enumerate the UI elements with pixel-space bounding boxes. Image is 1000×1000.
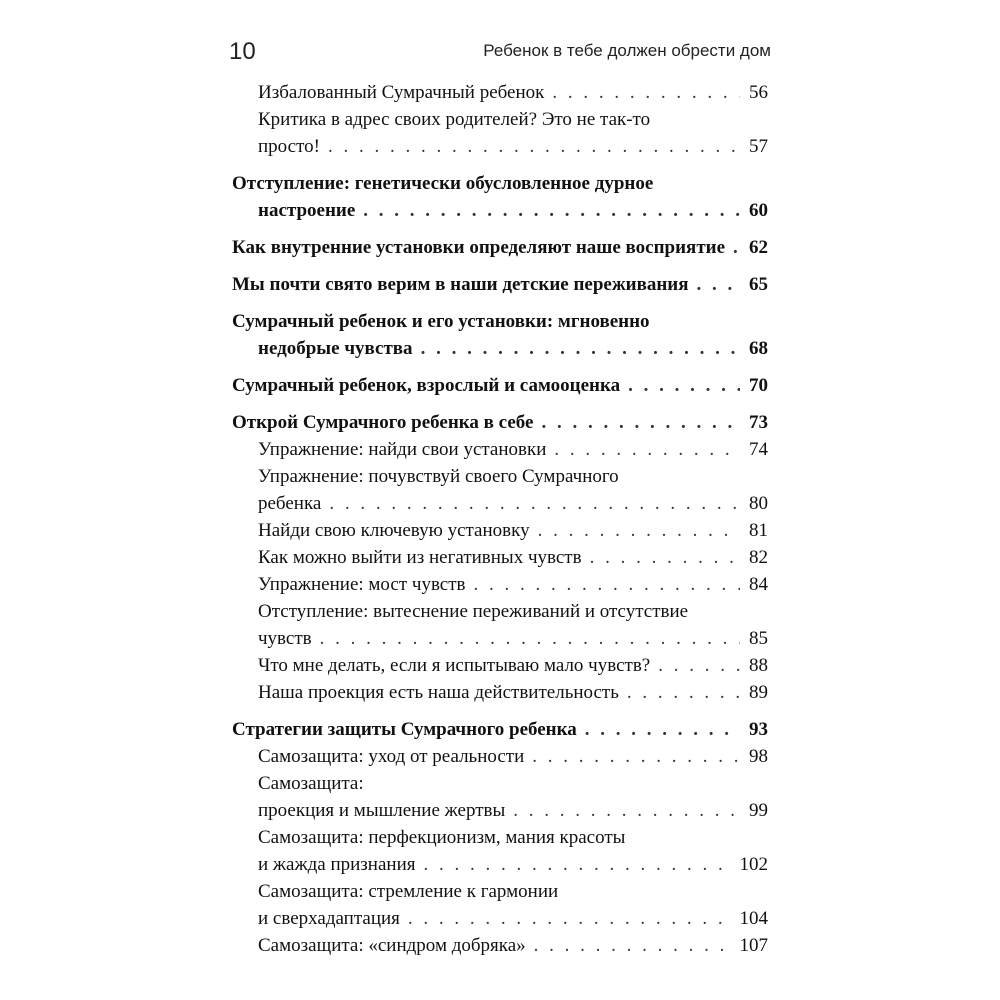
toc-entry-title: Самозащита: уход от реальности bbox=[258, 746, 525, 767]
toc-entry bbox=[232, 851, 768, 878]
toc-entry-page: 98 bbox=[749, 746, 768, 767]
dot-leader bbox=[628, 372, 740, 399]
toc-entry-title-cont: и жажда признания bbox=[258, 854, 416, 875]
toc-entry-line bbox=[232, 106, 768, 133]
toc-entry-title: Как можно выйти из негативных чувств bbox=[258, 547, 582, 568]
toc-entry bbox=[232, 905, 768, 932]
toc-entry-page: 57 bbox=[749, 136, 768, 157]
dot-leader bbox=[328, 133, 740, 160]
toc-chapter-title: Мы почти свято верим в наши детские переживания bbox=[232, 274, 689, 295]
toc-chapter-title: Открой Сумрачного ребенка в себе bbox=[232, 412, 534, 433]
dot-leader bbox=[363, 197, 740, 224]
toc-chapter bbox=[232, 271, 768, 298]
dot-leader bbox=[658, 652, 740, 679]
toc-entry-title: Самозащита: стремление к гармонии bbox=[258, 881, 559, 902]
toc-entry-title-cont: просто! bbox=[258, 136, 320, 157]
toc-chapter bbox=[232, 197, 768, 224]
toc-chapter-page: 73 bbox=[749, 412, 768, 433]
toc-chapter-title: Сумрачный ребенок, взрослый и самооценка bbox=[232, 375, 621, 396]
toc-chapter-page: 65 bbox=[749, 274, 768, 295]
toc-entry-page: 107 bbox=[739, 935, 768, 956]
toc-chapter-title: Как внутренние установки определяют наше восприятие bbox=[232, 237, 726, 258]
toc-entry-page: 104 bbox=[739, 908, 768, 929]
toc-entry-page: 81 bbox=[749, 520, 768, 541]
toc-entry bbox=[232, 797, 768, 824]
toc-chapter bbox=[232, 234, 768, 261]
toc-entry-title: Самозащита: перфекционизм, мания красоты bbox=[258, 827, 626, 848]
toc-entry bbox=[232, 932, 768, 959]
running-title: Ребенок в тебе должен обрести дом bbox=[483, 41, 771, 60]
dot-leader bbox=[554, 436, 740, 463]
toc-entry-page: 89 bbox=[749, 682, 768, 703]
dot-leader bbox=[423, 851, 731, 878]
toc-entry-page: 85 bbox=[749, 628, 768, 649]
dot-leader bbox=[627, 679, 740, 706]
toc-chapter-title: Стратегии защиты Сумрачного ребенка bbox=[232, 719, 577, 740]
toc-entry-page: 82 bbox=[749, 547, 768, 568]
toc-entry bbox=[232, 625, 768, 652]
dot-leader bbox=[590, 544, 740, 571]
dot-leader bbox=[552, 79, 740, 106]
toc-entry-title-cont: проекция и мышление жертвы bbox=[258, 800, 506, 821]
toc-entry-title: Упражнение: почувствуй своего Сумрачного bbox=[258, 466, 619, 487]
toc-entry-line bbox=[232, 598, 768, 625]
toc-chapter-title: Отступление: генетически обусловленное дурное bbox=[232, 173, 654, 194]
dot-leader bbox=[532, 743, 740, 770]
toc-entry-page: 102 bbox=[739, 854, 768, 875]
toc-chapter-title: Сумрачный ребенок и его установки: мгновенно bbox=[232, 311, 650, 332]
page-number: 10 bbox=[229, 38, 256, 65]
toc-chapter-line bbox=[232, 170, 768, 197]
toc-entry-title: Избалованный Сумрачный ребенок bbox=[258, 82, 545, 103]
dot-leader bbox=[320, 625, 740, 652]
toc-entry-title-cont: и сверхадаптация bbox=[258, 908, 400, 929]
dot-leader bbox=[534, 932, 732, 959]
toc-entry bbox=[232, 79, 768, 106]
dot-leader bbox=[408, 905, 732, 932]
dot-leader bbox=[733, 234, 740, 261]
toc-entry-title: Упражнение: найди свои установки bbox=[258, 439, 547, 460]
toc-chapter-page: 93 bbox=[749, 719, 768, 740]
toc-entry-line bbox=[232, 878, 768, 905]
toc-entry-title-cont: ребенка bbox=[258, 493, 322, 514]
toc-entry bbox=[232, 436, 768, 463]
toc-chapter-page: 62 bbox=[749, 237, 768, 258]
dot-leader bbox=[329, 490, 740, 517]
toc-entry-title: Упражнение: мост чувств bbox=[258, 574, 466, 595]
toc-entry bbox=[232, 517, 768, 544]
dot-leader bbox=[585, 716, 740, 743]
toc-entry bbox=[232, 490, 768, 517]
toc-entry-title: Найди свою ключевую установку bbox=[258, 520, 530, 541]
toc-entry bbox=[232, 544, 768, 571]
toc-chapter-title-cont: настроение bbox=[258, 200, 356, 221]
dot-leader bbox=[474, 571, 740, 598]
toc-entry bbox=[232, 571, 768, 598]
toc-chapter-title-cont: недобрые чувства bbox=[258, 338, 413, 359]
toc-chapter-page: 60 bbox=[749, 200, 768, 221]
dot-leader bbox=[421, 335, 740, 362]
toc-chapter bbox=[232, 335, 768, 362]
toc-entry-line bbox=[232, 824, 768, 851]
toc-entry bbox=[232, 679, 768, 706]
toc-entry-page: 56 bbox=[749, 82, 768, 103]
toc-entry-title: Самозащита: «синдром добряка» bbox=[258, 935, 526, 956]
toc-entry-page: 80 bbox=[749, 493, 768, 514]
toc-entry-title: Критика в адрес своих родителей? Это не так-то bbox=[258, 109, 651, 130]
toc-entry-line bbox=[232, 770, 768, 797]
dot-leader bbox=[513, 797, 740, 824]
toc-entry-title: Самозащита: bbox=[258, 773, 364, 794]
toc-entry bbox=[232, 743, 768, 770]
dot-leader bbox=[541, 409, 740, 436]
toc-entry-line bbox=[232, 463, 768, 490]
toc-chapter-page: 68 bbox=[749, 338, 768, 359]
toc-chapter-line bbox=[232, 308, 768, 335]
toc-entry-page: 99 bbox=[749, 800, 768, 821]
toc-entry-title: Отступление: вытеснение переживаний и отсутствие bbox=[258, 601, 689, 622]
toc-chapter bbox=[232, 716, 768, 743]
toc-entry bbox=[232, 652, 768, 679]
toc-chapter bbox=[232, 372, 768, 399]
dot-leader bbox=[697, 271, 740, 298]
toc-chapter-page: 70 bbox=[749, 375, 768, 396]
toc-chapter bbox=[232, 409, 768, 436]
toc-entry-title: Что мне делать, если я испытываю мало чувств? bbox=[258, 655, 651, 676]
dot-leader bbox=[538, 517, 740, 544]
toc-entry-page: 88 bbox=[749, 655, 768, 676]
toc-entry-title-cont: чувств bbox=[258, 628, 312, 649]
toc-entry-page: 84 bbox=[749, 574, 768, 595]
toc-entry-page: 74 bbox=[749, 439, 768, 460]
toc-entry bbox=[232, 133, 768, 160]
table-of-contents bbox=[232, 79, 768, 959]
toc-entry-title: Наша проекция есть наша действительность bbox=[258, 682, 619, 703]
